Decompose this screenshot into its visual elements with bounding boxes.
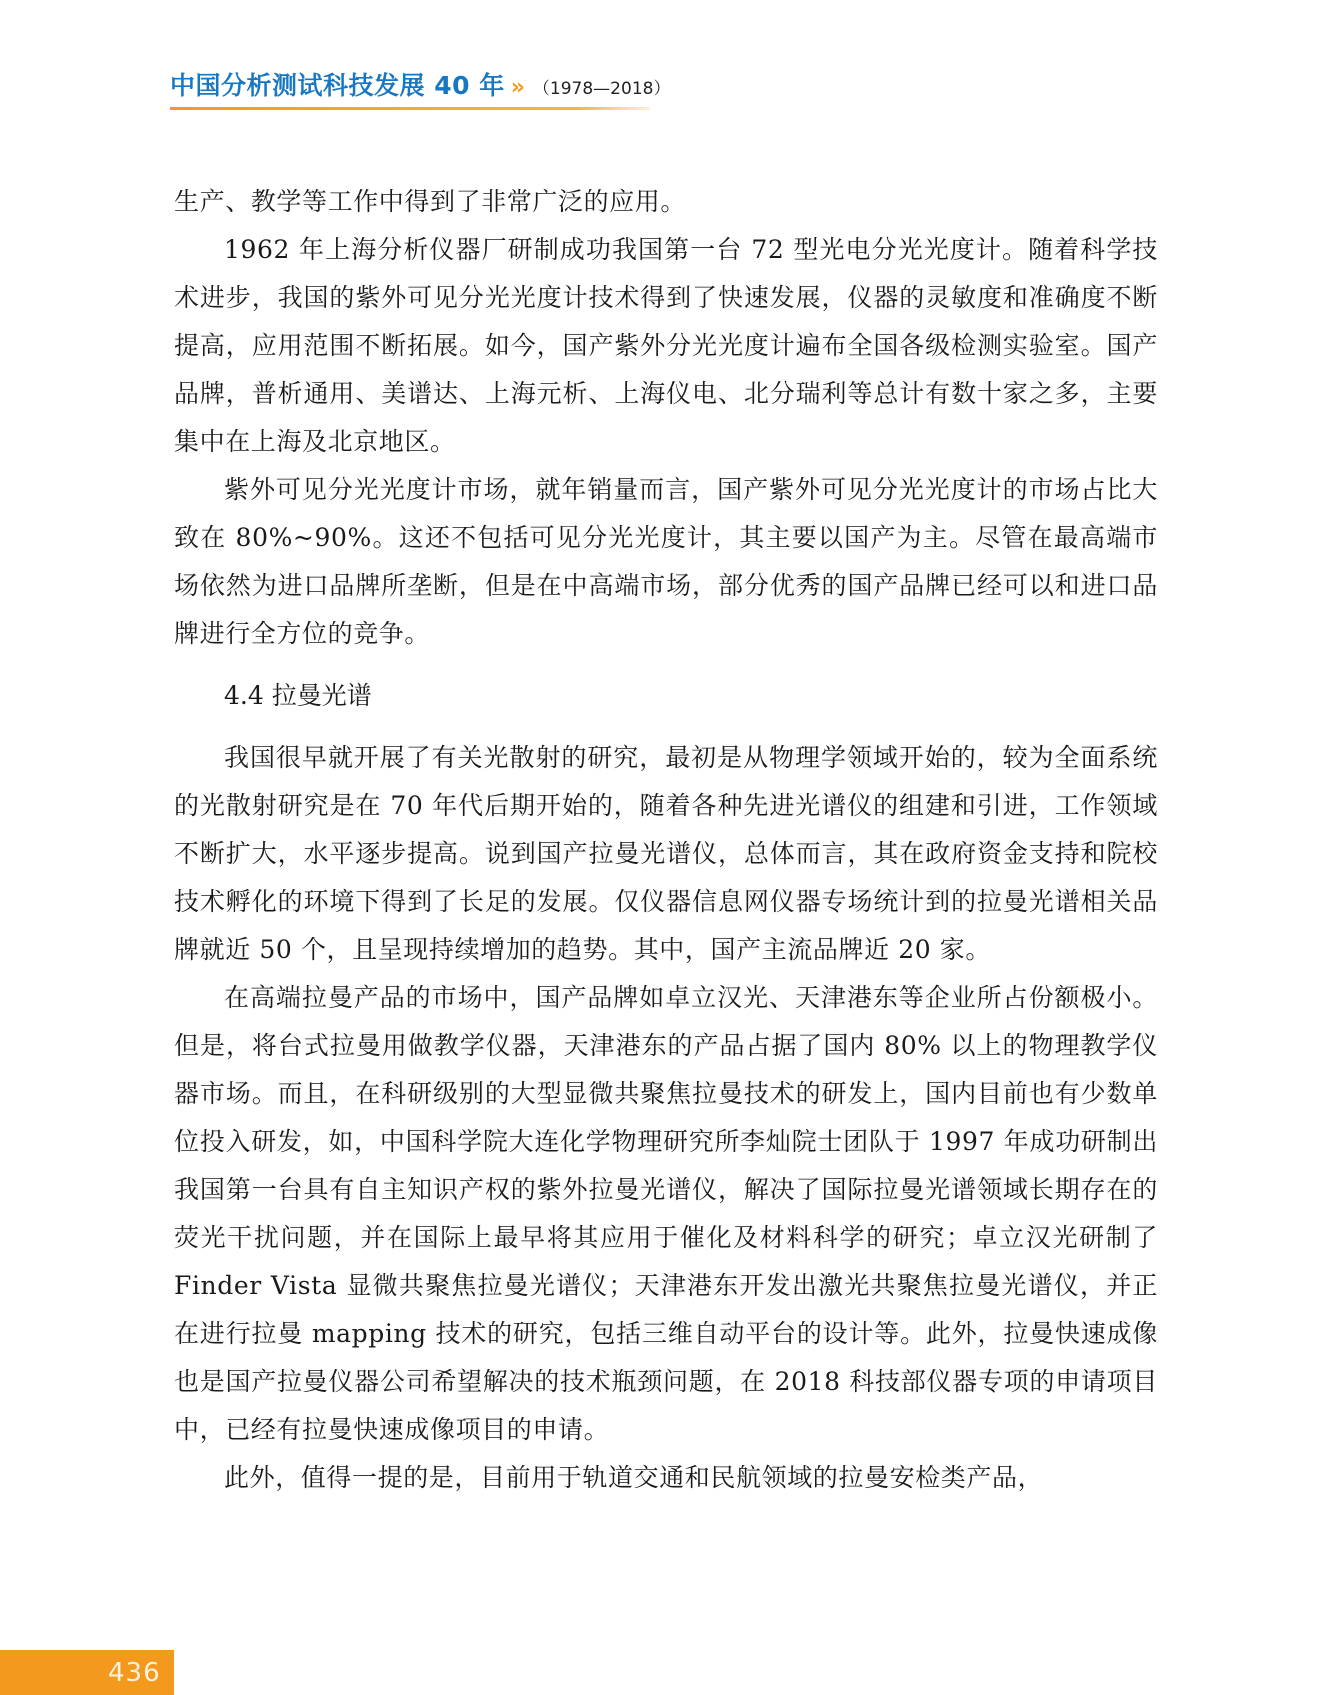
page-number: 436 [108, 1658, 161, 1688]
paragraph-uv-market: 紫外可见分光光度计市场，就年销量而言，国产紫外可见分光光度计的市场占比大致在 80%~90%。这还不包括可见分光光度计，其主要以国产为主。尽管在最高端市场依然为进口品牌所垄断，但是在中高端市场，部分优秀的国产品牌已经可以和进口品牌进行全方位的竞争。 [174, 475, 1158, 648]
paragraph-continuation: 生产、教学等工作中得到了非常广泛的应用。 [174, 187, 687, 216]
paragraph-uv-history: 1962 年上海分析仪器厂研制成功我国第一台 72 型光电分光光度计。随着科学技术进步，我国的紫外可见分光光度计技术得到了快速发展，仪器的灵敏度和准确度不断提高，应用范围不断拓展。如今，国产紫外分光光度计遍布全国各级检测实验室。国产品牌，普析通用、美谱达、上海元析、上海仪电、北分瑞利等总计有数十家之多，主要集中在上海及北京地区。 [174, 235, 1158, 456]
header-rule [170, 107, 650, 110]
paragraph-raman-security: 此外，值得一提的是，目前用于轨道交通和民航领域的拉曼安检类产品， [224, 1463, 1044, 1492]
book-years: （1978—2018） [532, 79, 671, 99]
page-body [174, 178, 1158, 1502]
paragraph-raman-history: 我国很早就开展了有关光散射的研究，最初是从物理学领域开始的，较为全面系统的光散射研究是在 70 年代后期开始的，随着各种先进光谱仪的组建和引进，工作领域不断扩大，水平逐步提高。说到国产拉曼光谱仪，总体而言，其在政府资金支持和院校技术孵化的环境下得到了长足的发展。仅仪器信息网仪器专场统计到的拉曼光谱相关品牌就近 50 个，且呈现持续增加的趋势。其中，国产主流品牌近 20 家。 [174, 743, 1158, 964]
double-chevron-icon: » [510, 75, 521, 100]
paragraph-raman-market: 在高端拉曼产品的市场中，国产品牌如卓立汉光、天津港东等企业所占份额极小。但是，将台式拉曼用做教学仪器，天津港东的产品占据了国内 80% 以上的物理教学仪器市场。而且，在科研级别的大型显微共聚焦拉曼技术的研发上，国内目前也有少数单位投入研发，如，中国科学院大连化学物理研究所李灿院士团队于 1997 年成功研制出我国第一台具有自主知识产权的紫外拉曼光谱仪，解决了国际拉曼光谱领域长期存在的荧光干扰问题，并在国际上最早将其应用于催化及材料科学的研究；卓立汉光研制了 Finder Vista 显微共聚焦拉曼光谱仪；天津港东开发出激光共聚焦拉曼光谱仪，并正在进行拉曼 mapping 技术的研究，包括三维自动平台的设计等。此外，拉曼快速成像也是国产拉曼仪器公司希望解决的技术瓶颈问题，在 2018 科技部仪器专项的申请项目中，已经有拉曼快速成像项目的申请。 [174, 983, 1158, 1444]
book-title: 中国分析测试科技发展 40 年 [170, 71, 505, 100]
running-header [170, 66, 670, 106]
section-heading: 4.4 拉曼光谱 [224, 681, 372, 710]
